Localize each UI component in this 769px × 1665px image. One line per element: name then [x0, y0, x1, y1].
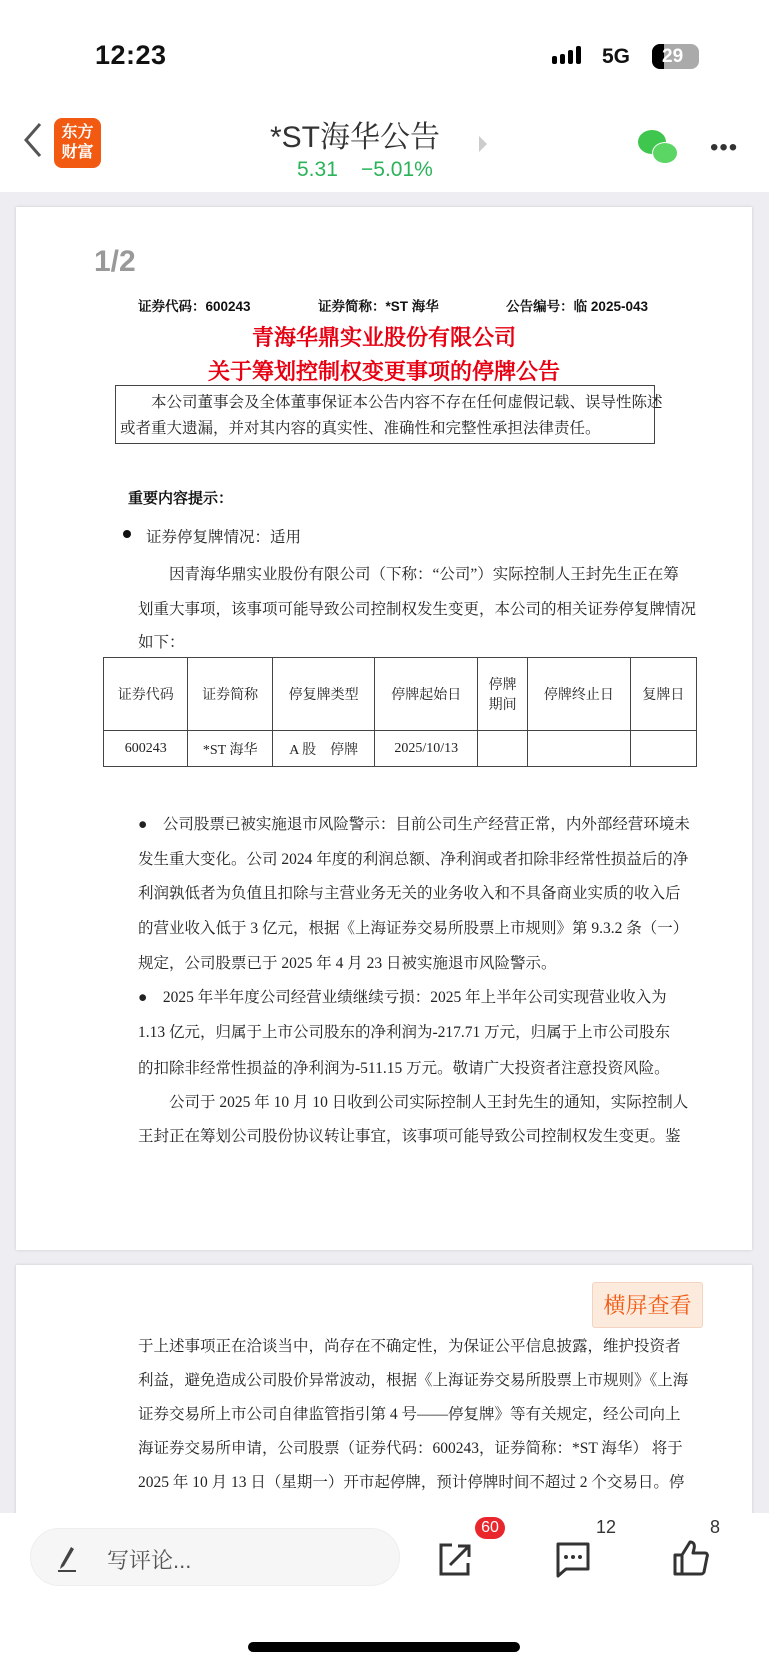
nav-bar	[0, 100, 769, 192]
doc-title-company: 青海华鼎实业股份有限公司	[251, 325, 516, 350]
bullet-text: 证券停复牌情况：适用	[146, 529, 302, 546]
bottom-bar	[0, 1513, 769, 1665]
comments-button[interactable]	[555, 1541, 591, 1579]
table-header: 复牌日	[630, 658, 696, 731]
disclaimer-line: 本公司董事会及全体董事保证本公告内容不存在任何虚假记载、误导性陈述	[120, 394, 663, 411]
paragraph-line: ● 2025 年半年度公司经营业绩继续亏损：2025 年上半年公司实现营业收入为	[138, 989, 667, 1006]
comment-placeholder: 写评论...	[107, 1548, 192, 1573]
comment-icon	[555, 1541, 591, 1579]
paragraph-line: 1.13 亿元，归属于上市公司股东的净利润为-217.71 万元，归属于上市公司股东	[138, 1024, 671, 1041]
battery-level: 29	[662, 46, 684, 67]
table-header: 证券代码	[104, 658, 188, 731]
comment-count: 12	[596, 1517, 617, 1537]
home-indicator	[248, 1642, 520, 1652]
chevron-left-icon	[20, 120, 48, 160]
paragraph-line: 海证券交易所申请，公司股票（证券代码：600243，证券简称：*ST 海华） 将于	[138, 1440, 683, 1457]
logo-text: 东方	[61, 124, 94, 141]
bullet-icon	[123, 530, 131, 538]
page-title: *ST海华公告	[270, 121, 441, 154]
wechat-share-icon[interactable]	[638, 130, 680, 166]
share-button[interactable]	[438, 1541, 474, 1577]
stock-price: 5.31	[297, 158, 338, 181]
status-time: 12:23	[95, 40, 167, 70]
table-cell	[630, 731, 696, 767]
security-short-name: 证券简称：*ST 海华	[317, 299, 439, 314]
comment-input[interactable]	[30, 1528, 400, 1586]
landscape-view-button[interactable]: 横屏查看	[592, 1282, 703, 1328]
like-count: 8	[710, 1517, 721, 1537]
table-row	[104, 731, 697, 767]
signal-icon	[552, 46, 581, 64]
table-header: 停牌终止日	[528, 658, 631, 731]
paragraph-line: 公司于 2025 年 10 月 10 日收到公司实际控制人王封先生的通知，实际控制人	[138, 1094, 689, 1111]
table-header: 停牌起始日	[375, 658, 478, 731]
paragraph-line: 王封正在筹划公司股份协议转让事宜，该事项可能导致公司控制权发生变更。鉴	[138, 1128, 681, 1145]
table-cell: 600243	[104, 731, 188, 767]
like-button[interactable]	[672, 1539, 710, 1577]
paragraph-line: 利润孰低者为负值且扣除与主营业务无关的业务收入和不具备商业实质的收入后	[138, 885, 681, 902]
doc-title-subject: 关于筹划控制权变更事项的停牌公告	[207, 359, 560, 384]
paragraph-line: 的营业收入低于 3 亿元，根据《上海证券交易所股票上市规则》第 9.3.2 条（一）	[138, 920, 689, 937]
important-heading: 重要内容提示：	[128, 490, 234, 507]
logo-text: 财富	[61, 144, 94, 161]
table-header-row	[104, 658, 697, 731]
paragraph-line: 2025 年 10 月 13 日（星期一）开市起停牌，预计停牌时间不超过 2 个交易日。停	[138, 1474, 685, 1491]
paragraph-line: 规定，公司股票已于 2025 年 4 月 23 日被实施退市风险警示。	[138, 955, 557, 972]
status-bar	[0, 0, 769, 100]
paragraph-line: 的扣除非经常性损益的净利润为-511.15 万元。敬请广大投资者注意投资风险。	[138, 1060, 670, 1077]
paragraph-line: 利益，避免造成公司股价异常波动，根据《上海证券交易所股票上市规则》《上海	[138, 1372, 689, 1389]
table-header: 停复牌类型	[272, 658, 375, 731]
table-header: 证券简称	[188, 658, 272, 731]
paragraph-line: 发生重大变化。公司 2024 年度的利润总额、净利润或者扣除非经常性损益后的净	[138, 851, 689, 868]
suspension-table	[103, 657, 697, 767]
document-page-1	[16, 207, 752, 1250]
app-logo	[54, 118, 101, 168]
pencil-icon	[55, 1545, 79, 1573]
table-cell	[478, 731, 528, 767]
table-cell: *ST 海华	[188, 731, 272, 767]
paragraph-line: 证券交易所上市公司自律监管指引第 4 号——停复牌》等有关规定，经公司向上	[138, 1406, 681, 1423]
table-cell: A 股 停牌	[272, 731, 375, 767]
security-code: 证券代码：600243	[138, 299, 251, 314]
thumbs-up-icon	[672, 1539, 710, 1577]
page-indicator: 1/2	[94, 245, 136, 278]
paragraph-line: ● 公司股票已被实施退市风险警示：目前公司生产经营正常，内外部经营环境未	[138, 816, 690, 833]
more-icon[interactable]: •••	[710, 134, 739, 161]
expand-arrow-icon[interactable]	[479, 136, 487, 152]
battery-icon	[652, 44, 699, 69]
disclaimer-line: 或者重大遗漏，并对其内容的真实性、准确性和完整性承担法律责任。	[120, 420, 601, 437]
share-count-badge: 60	[475, 1517, 505, 1539]
doc-header	[138, 295, 648, 315]
table-cell: 2025/10/13	[375, 731, 478, 767]
paragraph-line: 因青海华鼎实业股份有限公司（下称：“公司”）实际控制人王封先生正在筹	[138, 566, 679, 583]
stock-change: −5.01%	[361, 158, 433, 181]
network-label: 5G	[602, 45, 631, 68]
paragraph-line: 如下：	[138, 634, 185, 651]
table-cell	[528, 731, 631, 767]
announcement-number: 公告编号：临 2025-043	[506, 299, 648, 314]
table-header: 停牌期间	[478, 658, 528, 731]
back-button[interactable]	[20, 120, 48, 160]
paragraph-line: 于上述事项正在洽谈当中，尚存在不确定性，为保证公平信息披露，维护投资者	[138, 1338, 681, 1355]
share-icon	[438, 1541, 474, 1577]
paragraph-line: 划重大事项，该事项可能导致公司控制权发生变更，本公司的相关证券停复牌情况	[138, 601, 697, 618]
